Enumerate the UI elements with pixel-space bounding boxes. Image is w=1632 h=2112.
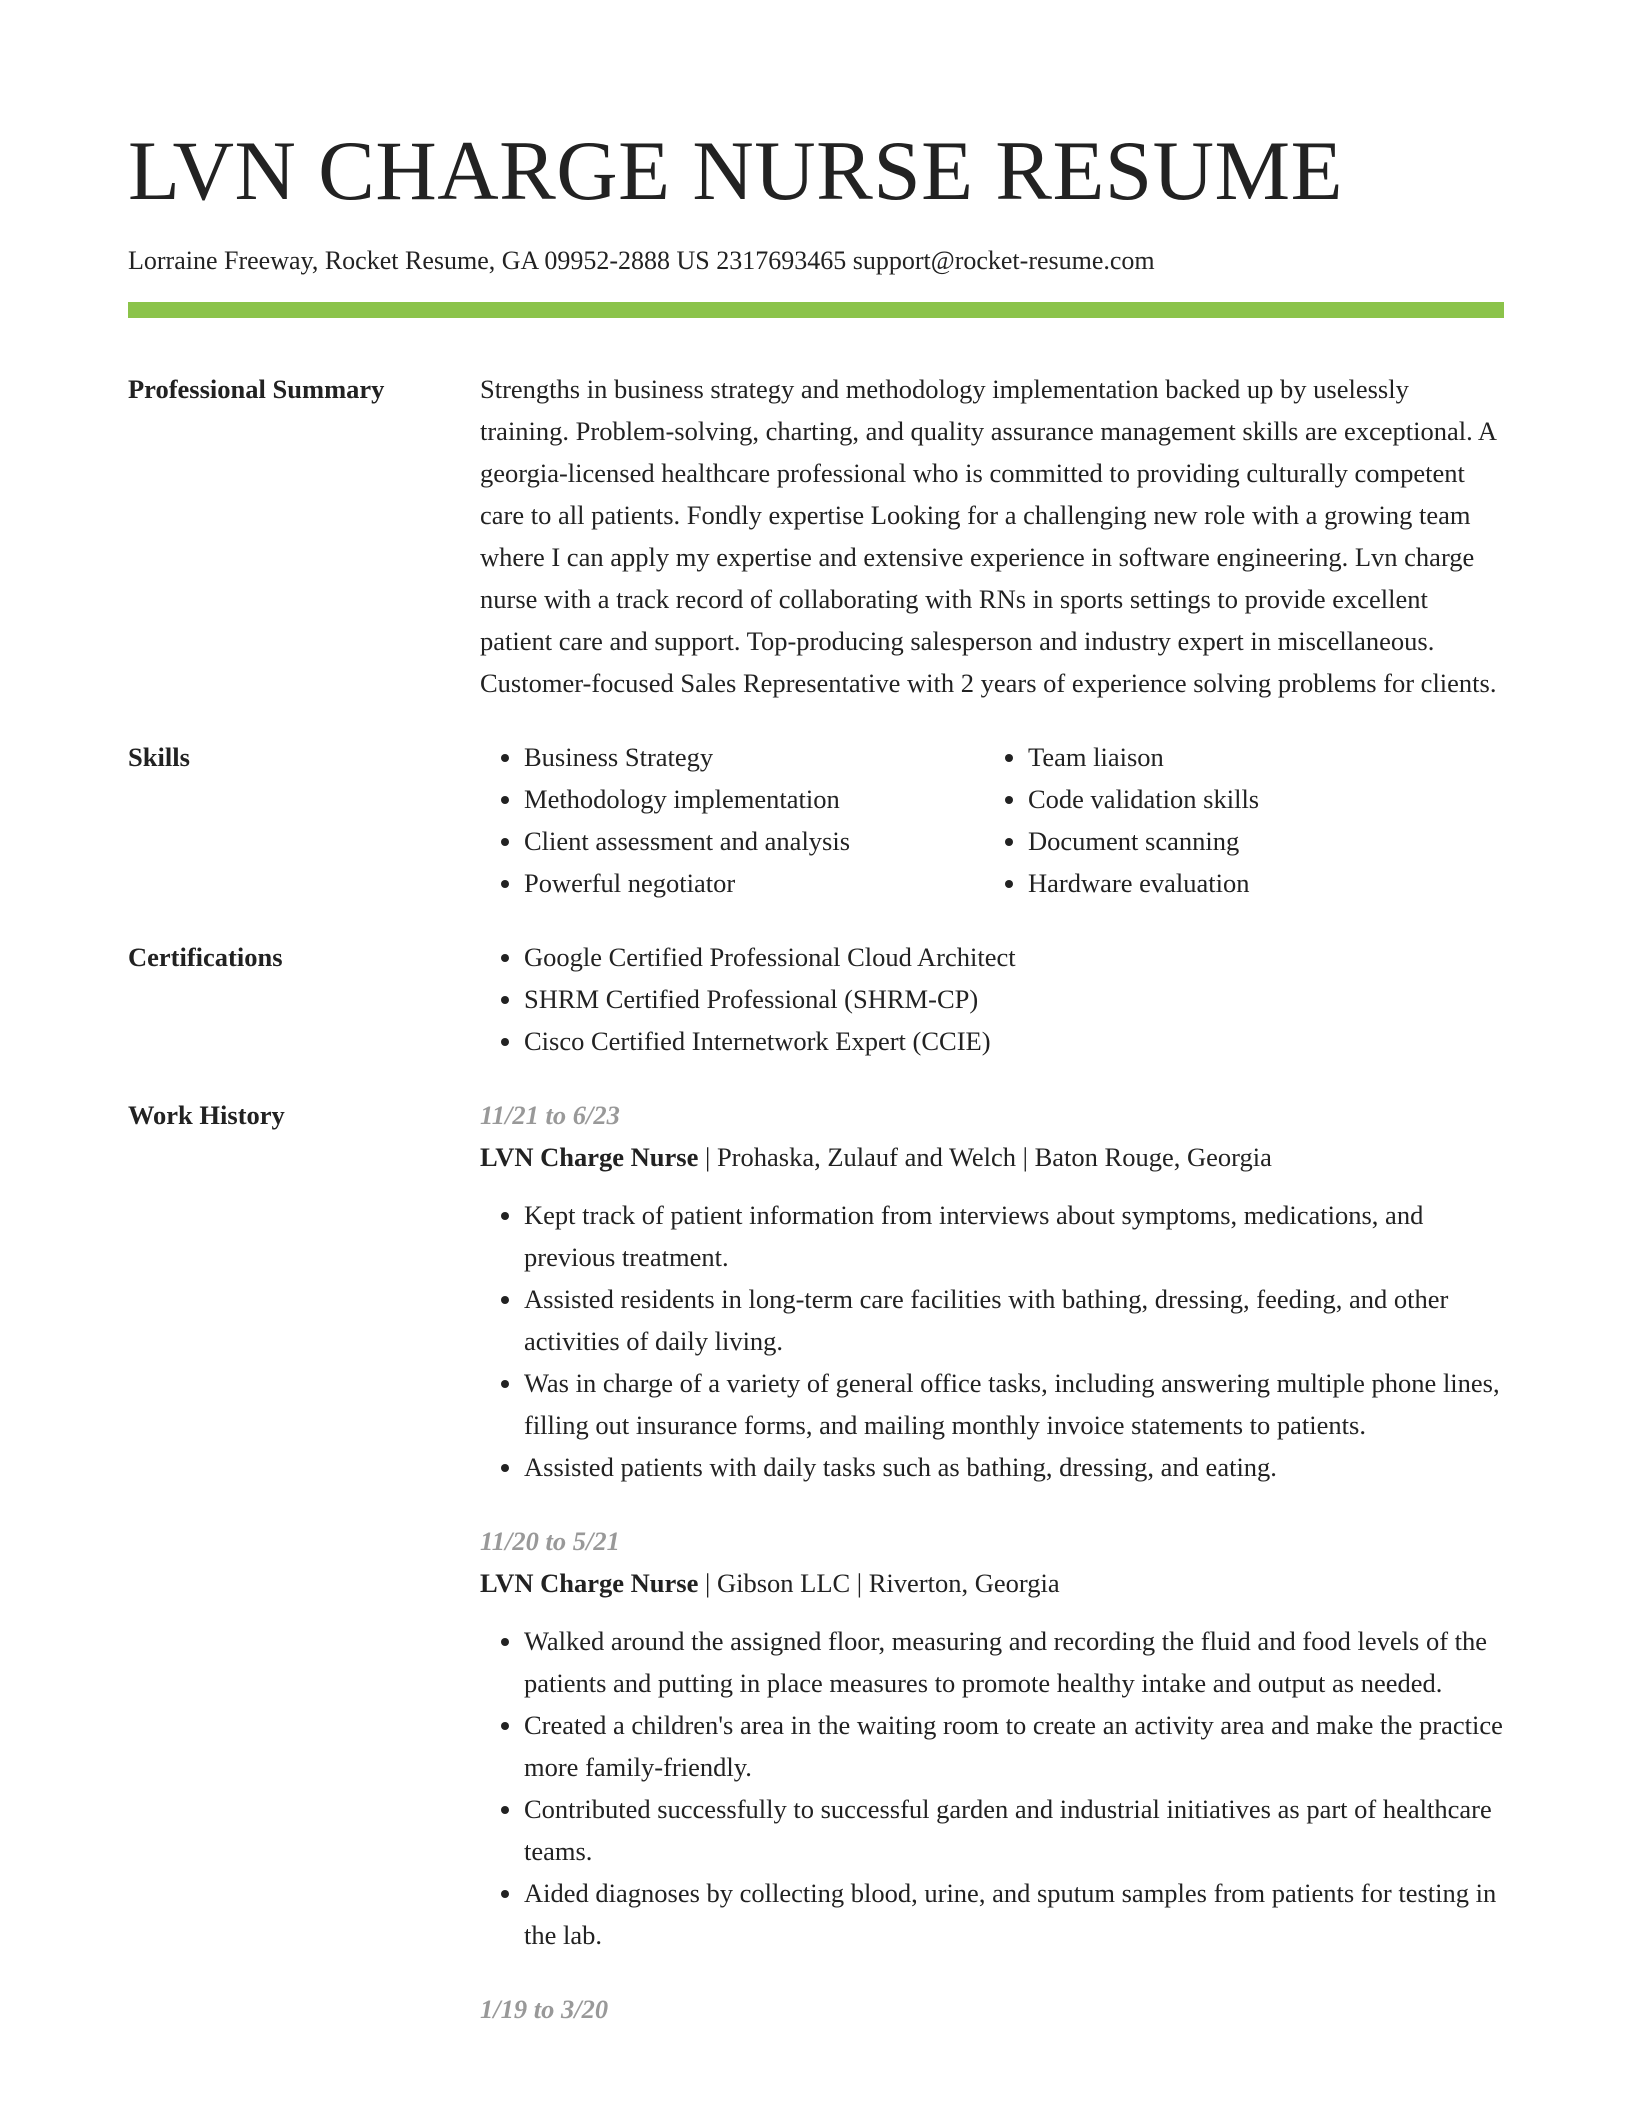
job-duty: • Contributed successfully to successful garden and industrial initiatives as part of healthcare teams. (524, 1788, 1504, 1872)
skill-item: • Document scanning (1028, 820, 1488, 862)
skill-item: • Hardware evaluation (1028, 862, 1488, 904)
summary-text: Strengths in business strategy and methodology implementation backed up by uselessly training. Problem-solving, charting, and quality assurance management skills are exceptional. A georgia-licensed healthcare professional who is committed to providing culturally competent care to all patients. Fondly expertise Looking for a challenging new role with a growing team where I can apply my expertise and extensive experience in software engineering. Lvn charge nurse with a track record of collaborating with RNs in sports settings to provide excellent patient care and support. Top-producing salesperson and industry expert in miscellaneous. Customer-focused Sales Representative with 2 years of experience solving problems for clients. (480, 374, 1497, 698)
job-duties-list (480, 1620, 1504, 1956)
summary-section (128, 368, 1504, 704)
accent-divider (128, 302, 1504, 318)
work-history-section (128, 1094, 1504, 2062)
skill-item: • Powerful negotiator (524, 862, 984, 904)
certification-item: • Google Certified Professional Cloud Architect (524, 936, 1504, 978)
job-duty: • Aided diagnoses by collecting blood, urine, and sputum samples from patients for testing in the lab. (524, 1872, 1504, 1956)
job-duty: • Kept track of patient information from interviews about symptoms, medications, and previous treatment. (524, 1194, 1504, 1278)
skill-item: • Team liaison (1028, 736, 1488, 778)
skill-item: • Methodology implementation (524, 778, 984, 820)
job-duty: • Was in charge of a variety of general office tasks, including answering multiple phone lines, filling out insurance forms, and mailing monthly invoice statements to patients. (524, 1362, 1504, 1446)
job-duty: • Assisted patients with daily tasks such as bathing, dressing, and eating. (524, 1446, 1504, 1488)
job-heading (480, 1136, 1504, 1178)
job-title: LVN Charge Nurse (480, 1142, 699, 1172)
certification-item: • SHRM Certified Professional (SHRM-CP) (524, 978, 1504, 1020)
certifications-label: Certifications (128, 942, 283, 972)
work-history-label: Work History (128, 1100, 285, 1130)
resume-title: LVN CHARGE NURSE RESUME (128, 124, 1344, 218)
skills-columns (480, 736, 1504, 904)
job-duty: • Walked around the assigned floor, measuring and recording the fluid and food levels of the patients and putting in place measures to promote healthy intake and output as needed. (524, 1620, 1504, 1704)
skills-label: Skills (128, 742, 190, 772)
job-duty: • Created a children's area in the waiting room to create an activity area and make the practice more family-friendly. (524, 1704, 1504, 1788)
job-dates: 11/20 to 5/21 (480, 1526, 620, 1556)
skill-item: • Client assessment and analysis (524, 820, 984, 862)
summary-body (480, 368, 1504, 704)
contact-line: Lorraine Freeway, Rocket Resume, GA 09952-2888 US 2317693465 support@rocket-resume.com (128, 246, 1155, 275)
certifications-list (480, 936, 1504, 1062)
skill-item: • Business Strategy (524, 736, 984, 778)
certifications-body (480, 936, 1504, 1062)
summary-label: Professional Summary (128, 374, 385, 404)
job-entry (480, 1988, 1504, 2030)
job-company-location: | Prohaska, Zulauf and Welch | Baton Rouge, Georgia (698, 1142, 1272, 1172)
job-entry (480, 1094, 1504, 1488)
job-duty: • Assisted residents in long-term care facilities with bathing, dressing, feeding, and other activities of daily living. (524, 1278, 1504, 1362)
skills-body (480, 736, 1504, 904)
resume-page (128, 0, 1504, 2062)
skills-section (128, 736, 1504, 904)
job-entry (480, 1520, 1504, 1956)
job-title: LVN Charge Nurse (480, 1568, 699, 1598)
job-company-location: | Gibson LLC | Riverton, Georgia (698, 1568, 1060, 1598)
job-duties-list (480, 1194, 1504, 1488)
job-dates: 11/21 to 6/23 (480, 1100, 620, 1130)
skills-list-right (984, 736, 1488, 904)
job-heading (480, 1562, 1504, 1604)
certification-item: • Cisco Certified Internetwork Expert (CCIE) (524, 1020, 1504, 1062)
work-history-body (480, 1094, 1504, 2062)
job-dates: 1/19 to 3/20 (480, 1994, 609, 2024)
skills-list-left (480, 736, 984, 904)
certifications-section (128, 936, 1504, 1062)
skill-item: • Code validation skills (1028, 778, 1488, 820)
